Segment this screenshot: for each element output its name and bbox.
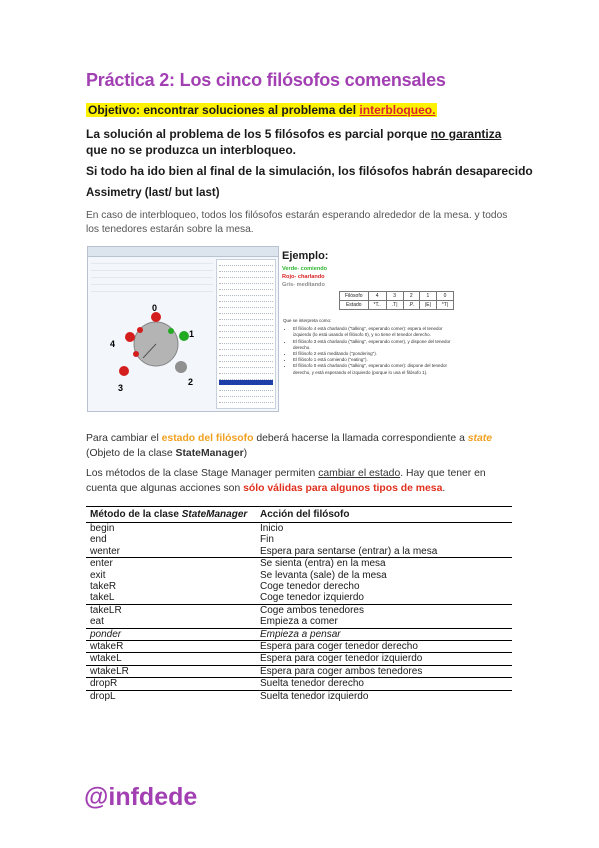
methods-intro (86, 466, 518, 496)
objective-keyword: interbloqueo. (359, 103, 436, 117)
method-action-cell: Se sienta (entra) en la mesa (256, 558, 512, 570)
table-diagram (88, 259, 216, 409)
section-heading: Assimetry (last/ but last) (86, 187, 220, 199)
table-row (86, 690, 512, 702)
objective-text: Objetivo: encontrar soluciones al problema del (88, 103, 360, 117)
method-name-cell: dropR (86, 678, 256, 690)
methods-header-action: Acción del filósofo (256, 507, 512, 523)
mi-text: . (442, 483, 446, 494)
mi-highlight: sólo válidas para algunos tipos de mesa (243, 483, 443, 494)
state-cell: 2 (403, 292, 419, 301)
method-name-cell: takeR (90, 581, 117, 593)
cs-text: deberá hacerse la llamada correspondiente a (253, 433, 468, 444)
method-name-cell: enter (86, 558, 256, 570)
table-row (86, 604, 512, 616)
state-cell: 4 (368, 292, 386, 301)
method-action-cell: Se levanta (sale) de la mesa (260, 569, 387, 581)
method-action-cell: Empieza a pensar (256, 628, 512, 640)
state-cell: *T| (436, 301, 453, 310)
change-state-text (86, 431, 516, 461)
mi-underlined: cambiar el estado (318, 468, 401, 479)
method-name-cell: wtakeR (86, 641, 256, 653)
cs-class-name: StateManager (175, 448, 244, 459)
state-cell: 3 (386, 292, 403, 301)
methods-table-body (86, 523, 512, 703)
table-row (86, 628, 512, 640)
paragraph-partial-solution (86, 126, 526, 158)
p1-suffix: que no se produzca un interbloqueo. (86, 143, 297, 157)
method-name-cell: begin (90, 523, 115, 534)
simulation-screenshot (87, 246, 279, 412)
state-cell: 0 (436, 292, 453, 301)
method-action-cell: Suelta tenedor derecho (256, 678, 512, 690)
interpretation (283, 318, 453, 376)
method-name-cell: end (90, 534, 107, 546)
paragraph-simulation-end: Si todo ha ido bien al final de la simulación, los filósofos habrán desaparecido (86, 164, 533, 178)
fork-marker (168, 328, 174, 334)
method-action-cell: Fin (260, 534, 274, 546)
method-name-cell: wtakeL (86, 653, 256, 665)
state-cell: .P. (403, 301, 419, 310)
table-row (86, 616, 512, 628)
table-row (86, 592, 512, 604)
state-log-list (216, 259, 276, 409)
state-cell: Filósofo (340, 292, 369, 301)
fork-marker (137, 327, 143, 333)
method-action-cell: Espera para coger tenedor izquierdo (256, 653, 512, 665)
method-name-cell: wtakeLR (86, 665, 256, 677)
philosopher-2 (175, 361, 187, 373)
interpretation-item: • El filósofo 4 está charlando ("talking", esperando comer): espera el tenedor izquierdo (lo está usando el filósofo 0), y no tiene el tenedor derecho. (293, 326, 453, 338)
seat-label-2: 2 (188, 377, 194, 387)
method-action-cell: Espera para coger tenedor derecho (256, 641, 512, 653)
p1-prefix: La solución al problema de los 5 filósofos es parcial porque (86, 127, 431, 141)
table-row (86, 641, 512, 653)
state-cell: |E| (419, 301, 436, 310)
method-action-cell: Coge ambos tenedores (256, 604, 512, 616)
state-cell: Estado (340, 301, 369, 310)
intro-text: En caso de interbloqueo, todos los filósofos estarán esperando alrededor de la mesa. y todos los tenedores estarán sobre la mesa. (86, 210, 508, 235)
example-legend (282, 265, 327, 289)
philosopher-0 (151, 312, 161, 322)
interpretation-item: • El filósofo 1 está comiendo ("eating"). (293, 357, 453, 363)
table-row (86, 523, 512, 535)
state-cell: 1 (419, 292, 436, 301)
method-name-cell: ponder (86, 628, 256, 640)
cs-text: ) (243, 448, 248, 459)
method-action-cell: Coge tenedor derecho (260, 581, 360, 593)
window-titlebar (88, 247, 278, 257)
methods-table (86, 506, 512, 702)
method-action-cell: Espera para coger ambos tenedores (256, 665, 512, 677)
table-row (86, 558, 512, 570)
method-name-cell: takeLR (86, 604, 256, 616)
table-row (86, 653, 512, 665)
interpretation-item: • El filósofo 0 está charlando ("talking", esperando comer): dispone del tenedor derecho, y está esperando el izquierdo (porque lo usa el filósofo 1). (293, 363, 453, 375)
state-table (339, 291, 454, 310)
seat-label-3: 3 (118, 383, 124, 393)
method-name-cell: exit (90, 569, 106, 581)
interpretation-item: • El filósofo 2 está meditando ("pondering"). (293, 351, 453, 357)
philosopher-1 (179, 331, 189, 341)
method-name-cell: dropL (86, 690, 256, 702)
method-action-cell: Espera para sentarse (entrar) a la mesa (260, 545, 438, 557)
interpretation-title: Que se interpreta como: (283, 318, 332, 323)
objective (86, 103, 437, 117)
method-action-cell: Coge tenedor izquierdo (260, 592, 364, 604)
example-title: Ejemplo: (282, 250, 329, 262)
methods-header-method: Método de la clase StateManager (86, 507, 256, 523)
state-cell: *T.. (368, 301, 386, 310)
seat-label-0: 0 (152, 303, 158, 313)
method-name-cell: eat (90, 616, 104, 628)
footer-handle: @infdede (84, 783, 198, 811)
table-row (86, 665, 512, 677)
method-action-cell: Inicio (260, 523, 284, 534)
mi-text: . Hay que tener en cuenta que algunas acciones son (86, 468, 486, 494)
method-name-cell: wenter (90, 545, 121, 557)
cs-highlight-state: estado del filósofo (161, 433, 254, 444)
cs-text: Para cambiar el (86, 433, 162, 444)
method-action-cell: Suelta tenedor izquierdo (256, 690, 512, 702)
method-action-cell: Empieza a comer (260, 616, 338, 628)
philosopher-3 (119, 366, 129, 376)
table-row (86, 546, 512, 558)
method-name-cell: takeL (90, 592, 115, 604)
table-row (86, 570, 512, 581)
table-row (86, 678, 512, 690)
seat-label-1: 1 (189, 329, 195, 339)
page-title: Práctica 2: Los cinco filósofos comensales (86, 70, 446, 90)
state-cell: .T| (386, 301, 403, 310)
mi-text: Los métodos de la clase Stage Manager permiten (86, 468, 319, 479)
legend-red: Rojo- charlando (282, 274, 325, 280)
legend-green: Verde- comiendo (282, 266, 328, 272)
cs-highlight-object: state (467, 433, 493, 444)
table-row (86, 581, 512, 592)
legend-gray: Gris- meditando (282, 282, 325, 288)
fork-marker (133, 351, 139, 357)
interpretation-item: • El filósofo 3 está charlando ("talking", esperando comer), y dispone del tenedor derecho. (293, 339, 453, 351)
table-row (86, 534, 512, 545)
philosopher-4 (125, 332, 135, 342)
seat-label-4: 4 (110, 339, 116, 349)
cs-text: (Objeto de la clase (86, 448, 176, 459)
p1-underlined: no garantiza (430, 127, 502, 141)
